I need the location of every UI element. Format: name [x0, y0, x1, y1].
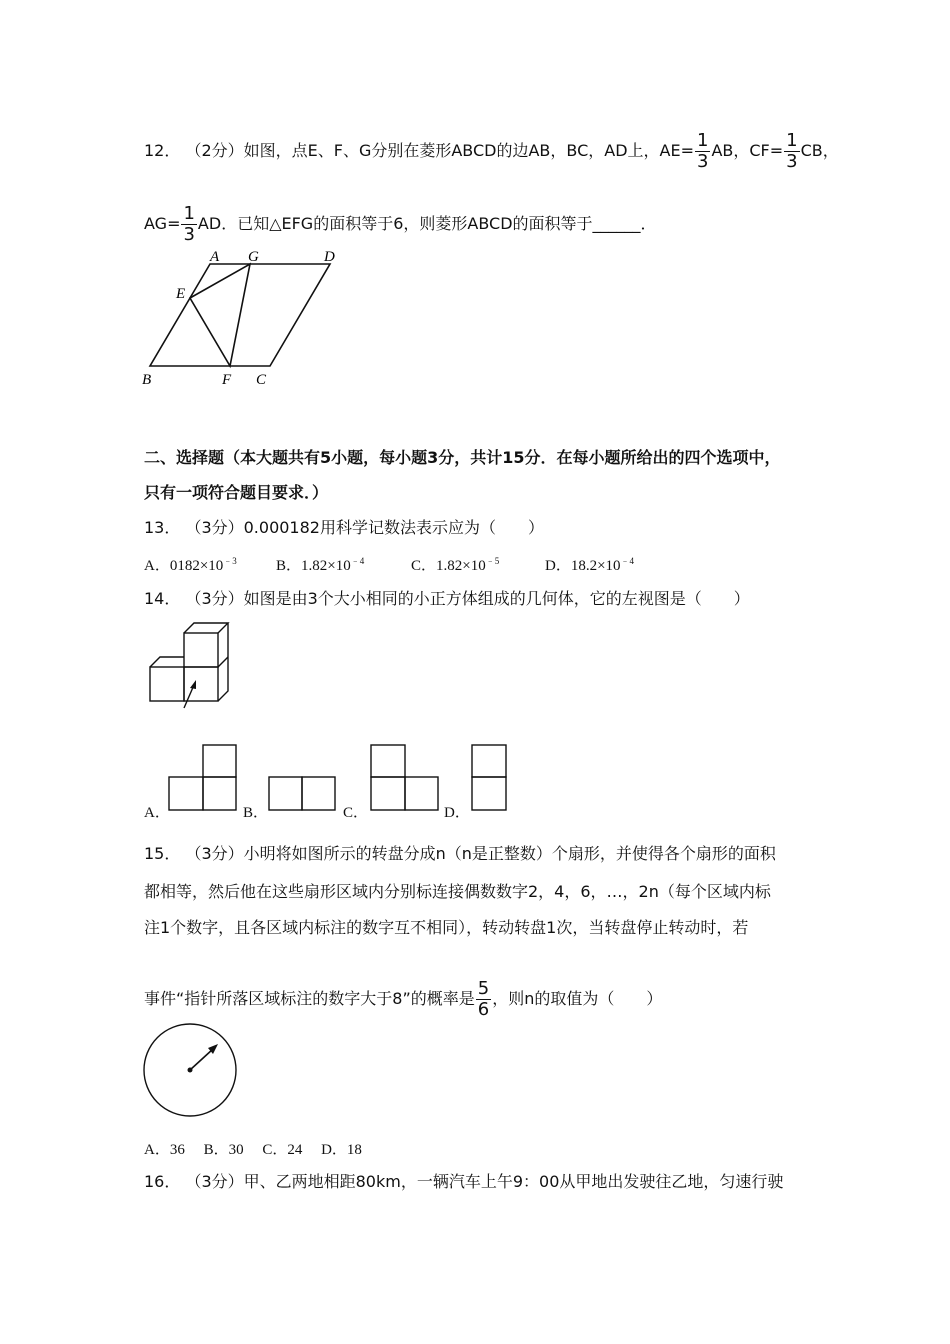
q16-stem: 16． （3分）甲、乙两地相距80km，一辆汽车上午9：00从甲地出发驶往乙地，匀速行驶 [144, 1172, 784, 1191]
q12-fraction-cf [784, 131, 799, 172]
section2-heading-line2: 只有一项符合题目要求．） [144, 483, 329, 502]
q15-line2: 都相等，然后他在这些扇形区域内分别标连接偶数数字2，4，6，…，2n（每个区域内标 [144, 882, 771, 901]
q13-stem: 13． （3分）0.000182用科学记数法表示应为（ ） [144, 518, 544, 537]
label-b: B [142, 372, 152, 388]
triangle-efg [190, 264, 250, 366]
fraction-denominator: 6 [477, 999, 490, 1020]
q12-line2-text-b: AD．已知△EFG的面积等于6，则菱形ABCD的面积等于 [197, 214, 593, 233]
q12-line2 [144, 204, 657, 245]
fraction-numerator: 5 [477, 978, 490, 999]
q14-option-d-figure [471, 744, 511, 814]
q13-option-a-text: A．0182×10 [144, 558, 224, 574]
q14-option-c-label: C． [343, 805, 369, 821]
q12-line1 [144, 131, 839, 172]
q14-option-b-label: B． [243, 805, 269, 821]
q15-line1: 15． （3分）小明将如图所示的转盘分成n（n是正整数）个扇形，并使得各个扇形的面积 [144, 844, 776, 863]
q12-fraction-ag [181, 204, 196, 245]
q14-option-d-label: D． [444, 805, 470, 821]
q13-option-d-exp: ﹣4 [620, 556, 635, 566]
q15-line3: 注1个数字，且各区域内标注的数字互不相同），转动转盘1次，当转盘停止转动时，若 [144, 918, 749, 937]
q15-spinner-figure [142, 1023, 242, 1123]
q15-options: A．36 B．30 C．24 D．18 [144, 1142, 362, 1158]
q15-line4-text-a: 事件“指针所落区域标注的数字大于8”的概率是 [144, 989, 475, 1008]
q13-option-b-exp: ﹣4 [350, 556, 365, 566]
section2-heading-line1: 二、选择题（本大题共有5小题，每小题3分，共计15分．在每小题所给出的四个选项中， [144, 448, 781, 467]
arrow-head [190, 680, 196, 689]
q15-line4 [144, 979, 662, 1020]
q12-rhombus-figure [138, 244, 358, 394]
label-e: E [176, 286, 186, 302]
q13-option-a [144, 554, 237, 575]
q13-option-c-exp: ﹣5 [485, 556, 500, 566]
label-d: D [324, 249, 335, 265]
q12-answer-blank: ______． [592, 214, 657, 233]
spinner-pointer [190, 1049, 213, 1070]
q13-option-a-exp: ﹣3 [223, 556, 237, 566]
q13-option-b [276, 554, 364, 575]
fraction-numerator: 1 [183, 203, 195, 224]
label-a: A [210, 249, 220, 265]
view-direction-arrow [184, 685, 194, 708]
q12-fraction-ae [695, 131, 710, 172]
q14-cube-figure [146, 622, 246, 712]
q14-option-a-label: A． [144, 805, 170, 821]
q12-line2-text-a: AG= [144, 214, 181, 233]
q13-option-d-text: D．18.2×10 [545, 558, 621, 574]
q12-line1-text-c: CB， [800, 141, 839, 160]
q13-option-b-text: B．1.82×10 [276, 558, 351, 574]
label-c: C [256, 372, 267, 388]
fraction-denominator: 3 [786, 151, 798, 172]
q14-stem: 14． （3分）如图是由3个大小相同的小正方体组成的几何体，它的左视图是（ ） [144, 589, 750, 608]
q14-option-a-figure [168, 744, 238, 814]
fraction-denominator: 3 [183, 224, 195, 245]
fraction-numerator: 1 [697, 130, 709, 151]
q13-option-c-text: C．1.82×10 [411, 558, 486, 574]
fraction-denominator: 3 [697, 151, 709, 172]
q12-line1-text-a: 12． （2分）如图，点E、F、G分别在菱形ABCD的边AB，BC，AD上，AE= [144, 141, 694, 160]
label-g: G [248, 249, 259, 265]
q14-option-c-figure [370, 744, 440, 814]
q13-option-d [545, 554, 634, 575]
fraction-numerator: 1 [786, 130, 798, 151]
q12-line1-text-b: AB，CF= [711, 141, 784, 160]
label-f: F [222, 372, 232, 388]
q14-option-b-figure [268, 776, 338, 816]
q15-line4-text-b: ，则n的取值为（ ） [492, 989, 663, 1008]
q15-probability-fraction [476, 979, 491, 1020]
q13-option-c [411, 554, 499, 575]
